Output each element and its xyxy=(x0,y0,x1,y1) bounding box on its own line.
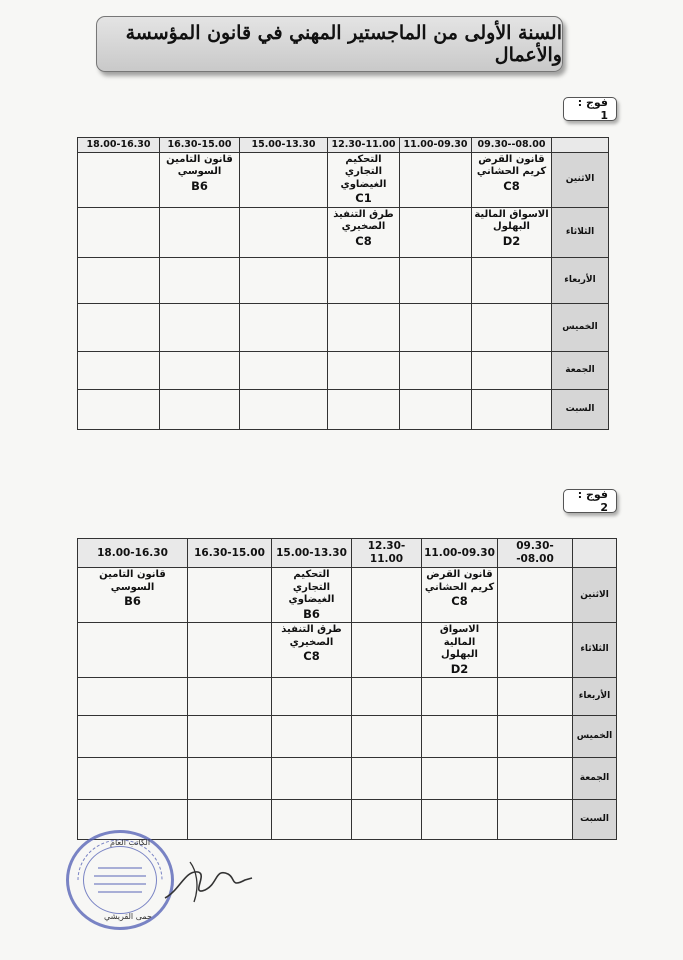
schedule-cell xyxy=(328,389,400,429)
day-label: الجمعة xyxy=(573,758,617,800)
schedule-cell xyxy=(400,207,472,257)
schedule-cell xyxy=(160,207,240,257)
schedule-cell xyxy=(78,716,188,758)
course-label: الاسواق المالية البهلول xyxy=(474,208,549,233)
room-code: C8 xyxy=(503,178,520,193)
schedule-cell xyxy=(240,207,328,257)
schedule-cell xyxy=(240,257,328,303)
schedule-cell xyxy=(472,257,552,303)
table-row xyxy=(78,303,609,351)
schedule-cell xyxy=(498,623,573,678)
room-code: C1 xyxy=(355,191,372,206)
time-slot-header: 16.30-15.00 xyxy=(188,539,272,568)
schedule-cell xyxy=(352,568,422,623)
day-label: الأربعاء xyxy=(552,257,609,303)
table-row xyxy=(78,152,609,207)
schedule-cell xyxy=(240,389,328,429)
schedule-cell xyxy=(240,303,328,351)
course-label: قانون القرض كريم الحشاني xyxy=(476,153,547,178)
schedule-cell xyxy=(400,389,472,429)
signature-title: الكاتب العام xyxy=(110,838,151,847)
room-code: C8 xyxy=(451,594,468,609)
schedule-cell xyxy=(160,351,240,389)
schedule-cell xyxy=(498,678,573,716)
course-label: التحكيم التجاري الغيضاوي xyxy=(340,153,387,190)
schedule-cell xyxy=(78,207,160,257)
group-2-label: فوج : 2 xyxy=(563,489,617,513)
table-row xyxy=(78,207,609,257)
schedule-cell xyxy=(188,716,272,758)
schedule-cell xyxy=(160,303,240,351)
table-row xyxy=(78,678,617,716)
day-label: الثلاثاء xyxy=(552,207,609,257)
schedule-cell xyxy=(422,800,498,840)
schedule-cell xyxy=(78,623,188,678)
schedule-cell xyxy=(472,351,552,389)
course-label: قانون التامين السوسي xyxy=(99,569,166,593)
day-label: الاثنين xyxy=(552,152,609,207)
schedule-cell xyxy=(328,257,400,303)
schedule-cell xyxy=(422,623,498,678)
day-label: الخميس xyxy=(573,716,617,758)
course-label: قانون القرض كريم الحشاني xyxy=(424,569,495,593)
schedule-cell xyxy=(78,568,188,623)
schedule-cell xyxy=(328,303,400,351)
schedule-cell xyxy=(472,389,552,429)
day-label: الأربعاء xyxy=(573,678,617,716)
time-slot-header: 12.30-11.00 xyxy=(352,539,422,568)
schedule-cell xyxy=(498,568,573,623)
table-row xyxy=(78,758,617,800)
table-row xyxy=(78,389,609,429)
schedule-cell xyxy=(400,257,472,303)
schedule-cell xyxy=(160,257,240,303)
time-slot-header: 18.00-16.30 xyxy=(78,539,188,568)
schedule-cell xyxy=(272,623,352,678)
schedule-cell xyxy=(240,152,328,207)
time-slot-header: 15.00-13.30 xyxy=(272,539,352,568)
day-label: السبت xyxy=(573,800,617,840)
page-title: السنة الأولى من الماجستير المهني في قانون المؤسسة والأعمال xyxy=(96,16,563,72)
schedule-cell xyxy=(328,152,400,207)
time-slot-header: 09.30--08.00 xyxy=(498,539,573,568)
schedule-cell xyxy=(400,152,472,207)
schedule-cell xyxy=(422,716,498,758)
day-label: الثلاثاء xyxy=(573,623,617,678)
schedule-cell xyxy=(472,152,552,207)
schedule-cell xyxy=(352,800,422,840)
time-slot-header: 16.30-15.00 xyxy=(160,138,240,153)
schedule-cell xyxy=(78,678,188,716)
signature-scribble xyxy=(160,850,255,910)
schedule-cell xyxy=(472,303,552,351)
day-label: السبت xyxy=(552,389,609,429)
schedule-cell xyxy=(78,389,160,429)
schedule-cell xyxy=(498,716,573,758)
group-1-label: فوج : 1 xyxy=(563,97,617,121)
schedule-cell xyxy=(188,678,272,716)
room-code: C8 xyxy=(355,233,372,248)
schedule-cell xyxy=(272,716,352,758)
table-row xyxy=(78,623,617,678)
day-label: الاثنين xyxy=(573,568,617,623)
schedule-cell xyxy=(160,389,240,429)
time-slot-header: 18.00-16.30 xyxy=(78,138,160,153)
schedule-cell xyxy=(78,152,160,207)
course-label: قانون التامين السوسي xyxy=(166,153,233,178)
schedule-cell xyxy=(188,758,272,800)
course-label: طرق التنفيذ الصخيري xyxy=(281,624,342,648)
schedule-cell xyxy=(78,257,160,303)
day-label: الجمعة xyxy=(552,351,609,389)
schedule-cell xyxy=(352,758,422,800)
table-row xyxy=(78,351,609,389)
schedule-cell xyxy=(400,303,472,351)
schedule-cell xyxy=(400,351,472,389)
schedule-cell xyxy=(498,800,573,840)
schedule-cell xyxy=(328,207,400,257)
table-row xyxy=(78,257,609,303)
course-label: طرق التنفيذ الصخيري xyxy=(333,208,394,233)
schedule-cell xyxy=(240,351,328,389)
day-label: الخميس xyxy=(552,303,609,351)
schedule-cell xyxy=(472,207,552,257)
time-slot-header: 09.30--08.00 xyxy=(472,138,552,153)
schedule-cell xyxy=(352,623,422,678)
schedule-cell xyxy=(78,303,160,351)
schedule-cell xyxy=(352,678,422,716)
schedule-cell xyxy=(422,678,498,716)
schedule-cell xyxy=(352,716,422,758)
group-2-schedule-table xyxy=(77,538,617,840)
room-code: D2 xyxy=(450,661,469,676)
schedule-cell xyxy=(422,568,498,623)
schedule-cell xyxy=(160,152,240,207)
room-code: D2 xyxy=(502,233,521,248)
schedule-cell xyxy=(188,623,272,678)
corner-header xyxy=(552,138,609,153)
time-slot-header: 12.30-11.00 xyxy=(328,138,400,153)
room-code: C8 xyxy=(303,649,320,664)
room-code: B6 xyxy=(124,594,141,609)
course-label: الاسواق المالية البهلول xyxy=(439,624,480,661)
schedule-cell xyxy=(188,800,272,840)
time-slot-header: 11.00-09.30 xyxy=(422,539,498,568)
signature-name: حمى القريشي xyxy=(104,912,152,921)
schedule-cell xyxy=(498,758,573,800)
time-slot-header: 11.00-09.30 xyxy=(400,138,472,153)
schedule-cell xyxy=(272,758,352,800)
schedule-cell xyxy=(422,758,498,800)
schedule-cell xyxy=(328,351,400,389)
schedule-cell xyxy=(188,568,272,623)
course-label: التحكيم التجاري الغيضاوي xyxy=(288,569,335,606)
table-row xyxy=(78,716,617,758)
schedule-cell xyxy=(272,568,352,623)
corner-header xyxy=(573,539,617,568)
time-slot-header: 15.00-13.30 xyxy=(240,138,328,153)
group-1-schedule-table xyxy=(77,137,609,430)
room-code: B6 xyxy=(303,606,320,621)
schedule-cell xyxy=(78,351,160,389)
room-code: B6 xyxy=(191,178,208,193)
table-row xyxy=(78,568,617,623)
schedule-cell xyxy=(272,678,352,716)
schedule-cell xyxy=(78,758,188,800)
schedule-cell xyxy=(272,800,352,840)
